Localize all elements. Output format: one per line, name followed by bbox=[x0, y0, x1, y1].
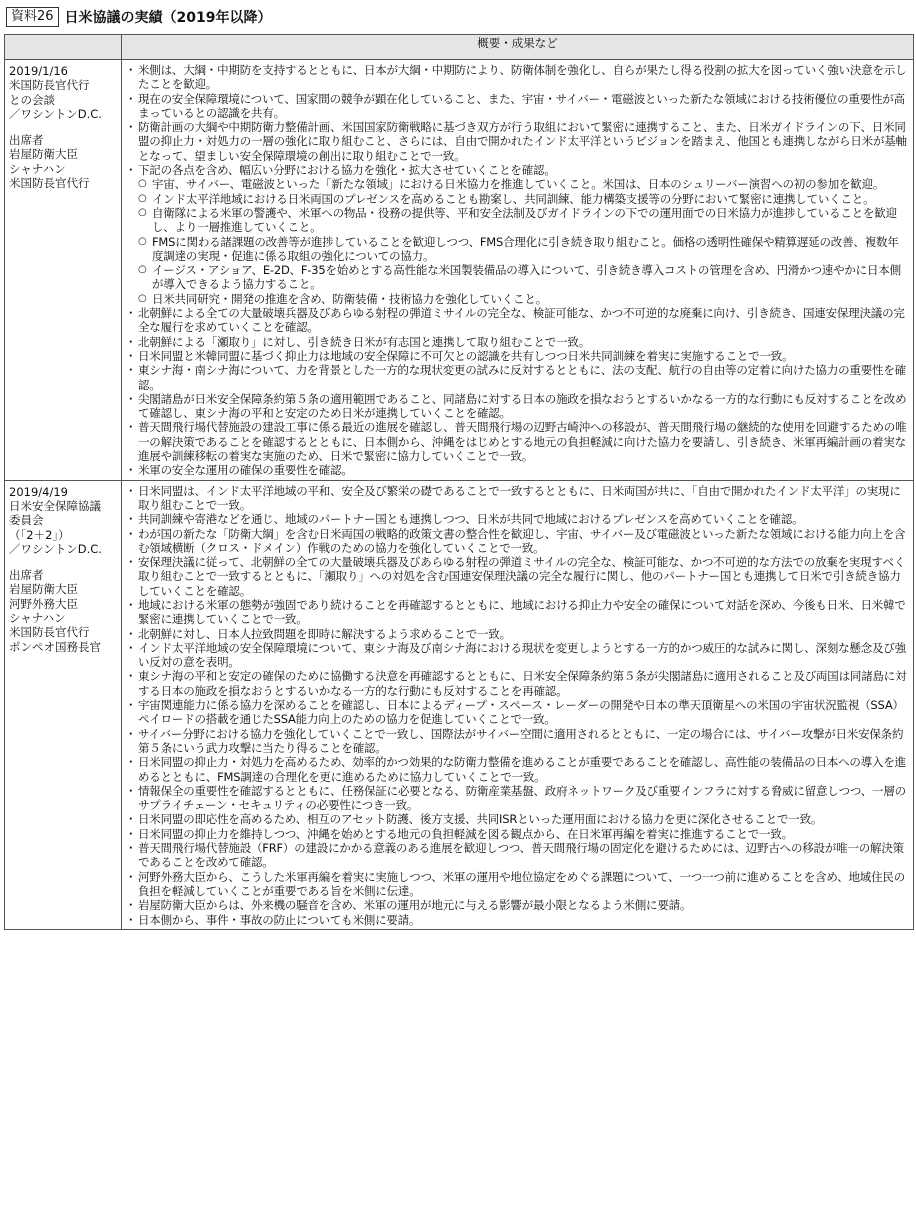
meeting-info-line: 米国防長官代行 bbox=[9, 625, 90, 640]
bullet-item: ・ 地域における米軍の態勢が強固であり続けることを再確認するとともに、地域における抑止力や安全の確保について対話を深め、今後も日米、日米韓で緊密に連携していくことで一致。 bbox=[128, 598, 909, 627]
meeting-info-line: 米国防長官代行 bbox=[9, 78, 90, 93]
table-row bbox=[5, 60, 914, 481]
meeting-info-line bbox=[9, 121, 117, 133]
meeting-info-line: 米国防長官代行 bbox=[9, 176, 90, 191]
meeting-info-line: 日米安全保障協議 bbox=[9, 498, 101, 513]
meeting-info-line: 岩屋防衛大臣 bbox=[9, 582, 78, 597]
sub-item: ○ 自衛隊による米軍の警護や、米軍への物品・役務の提供等、平和安全法制及びガイドラインの下での運用面での日米協力が進捗していることを歓迎し、より一層推進していくこと。 bbox=[128, 206, 909, 235]
bullet-item: ・ 日米同盟の即応性を高めるため、相互のアセット防護、後方支援、共同ISRといった運用面における協力を更に深化させることで一致。 bbox=[128, 812, 909, 826]
bullet-item: ・ 普天間飛行場代替施設（FRF）の建設にかかる意義のある進展を歓迎しつつ、普天間飛行場の固定化を避けるためには、辺野古への移設が唯一の解決策であることを改めて確認。 bbox=[128, 841, 909, 870]
bullet-item: ・ 岩屋防衛大臣からは、外来機の騒音を含め、米軍の運用が地元に与える影響が最小限となるよう米側に要請。 bbox=[128, 898, 909, 912]
meeting-info-cell bbox=[5, 60, 122, 481]
bullet-item: ・ 尖閣諸島が日米安全保障条約第５条の適用範囲であること、同諸島に対する日本の施政を損なおうとするいかなる一方的な行動にも反対することを改めて確認し、東シナ海の平和と安定のため日米が連携していくことを確認。 bbox=[128, 392, 909, 421]
bullet-item: ・ 河野外務大臣から、こうした米軍再編を着実に実施しつつ、米軍の運用や地位協定をめぐる課題について、一つ一つ前に進めることを含め、地域住民の負担を軽減していくことが重要である旨を米側に伝達。 bbox=[128, 870, 909, 899]
sub-item: ○ インド太平洋地域における日米両国のプレゼンスを高めることも勘案し、共同訓練、能力構築支援等の分野において緊密に連携していくこと。 bbox=[128, 192, 909, 206]
table-row bbox=[5, 480, 914, 929]
bullet-item: ・ 北朝鮮による全ての大量破壊兵器及びあらゆる射程の弾道ミサイルの完全な、検証可能な、かつ不可逆的な廃棄に向け、引き続き、国連安保理決議の完全な履行を求めていくことを確認。 bbox=[128, 306, 909, 335]
meeting-info-line: 委員会 bbox=[9, 513, 44, 528]
bullet-item: ・ 日本側から、事件・事故の防止についても米側に要請。 bbox=[128, 913, 909, 927]
bullet-item: ・ サイバー分野における協力を強化していくことで一致し、国際法がサイバー空間に適用されるとともに、一定の場合には、サイバー攻撃が日米安保条約第５条にいう武力攻撃に当たり得ることを確認。 bbox=[128, 727, 909, 756]
meeting-info-line: 出席者 bbox=[9, 133, 44, 148]
meeting-info-line: 岩屋防衛大臣 bbox=[9, 147, 78, 162]
bullet-item: ・ 現在の安全保障環境について、国家間の競争が顕在化していること、また、宇宙・サイバー・電磁波といった新たな領域における技術優位の重要性が高まっているとの認識を共有。 bbox=[128, 92, 909, 121]
meeting-info-line bbox=[9, 556, 117, 568]
meeting-info-line: 出席者 bbox=[9, 568, 44, 583]
bullet-item: ・ 下記の各点を含め、幅広い分野における協力を強化・拡大させていくことを確認。 bbox=[128, 163, 909, 177]
meeting-info-line: 河野外務大臣 bbox=[9, 596, 78, 611]
sub-item: ○ 日米共同研究・開発の推進を含め、防衛装備・技術協力を強化していくこと。 bbox=[128, 292, 909, 306]
document-label: 資料26 bbox=[6, 7, 59, 27]
bullet-item: ・ 日米同盟と米韓同盟に基づく抑止力は地域の安全保障に不可欠との認識を共有しつつ日米共同訓練を着実に実施することで一致。 bbox=[128, 349, 909, 363]
bullet-item: ・ 日米同盟の抑止力を維持しつつ、沖縄を始めとする地元の負担軽減を図る観点から、在日米軍再編を着実に推進することで一致。 bbox=[128, 827, 909, 841]
bullet-item: ・ 東シナ海の平和と安定の確保のために協働する決意を再確認するとともに、日米安全保障条約第５条が尖閣諸島に適用されること及び両国は同諸島に対する日本の施政を損なおうとするいかなる一方的な行動にも反対することを再確認。 bbox=[128, 669, 909, 698]
bullet-item: ・ 共同訓練や寄港などを通じ、地域のパートナー国とも連携しつつ、日米が共同で地域におけるプレゼンスを高めていくことを確認。 bbox=[128, 512, 909, 526]
document-title bbox=[6, 6, 272, 28]
consultations-table bbox=[4, 34, 914, 930]
meeting-info-line: 2019/1/16 bbox=[9, 64, 68, 78]
bullet-item: ・ 情報保全の重要性を確認するとともに、任務保証に必要となる、防衛産業基盤、政府ネットワーク及び重要インフラに対する脅威に留意しつつ、一層のサプライチェーン・セキュリティの必要性につき一致。 bbox=[128, 784, 909, 813]
meeting-info-line: ポンペオ国務長官 bbox=[9, 639, 101, 654]
bullet-item: ・ 日米同盟は、インド太平洋地域の平和、安全及び繁栄の礎であることで一致するとともに、日米両国が共に、「自由で開かれたインド太平洋」の実現に取り組むことで一致。 bbox=[128, 484, 909, 513]
meeting-info-line: シャナハン bbox=[9, 161, 66, 176]
bullet-item: ・ わが国の新たな「防衛大綱」を含む日米両国の戦略的政策文書の整合性を歓迎し、宇宙、サイバー及び電磁波といった新たな領域における能力向上を含む領域横断（クロス・ドメイン）作戦のための協力を強化していくことで一致。 bbox=[128, 527, 909, 556]
outcome-cell bbox=[122, 60, 914, 481]
bullet-item: ・ 米軍の安全な運用の確保の重要性を確認。 bbox=[128, 463, 909, 477]
bullet-item: ・ 北朝鮮による「瀬取り」に対し、引き続き日米が有志国と連携して取り組むことで一致。 bbox=[128, 335, 909, 349]
document-heading: 日米協議の実績（2019年以降） bbox=[64, 10, 272, 26]
bullet-item: ・ 宇宙関連能力に係る協力を深めることを確認し、日本によるディープ・スペース・レーダーの開発や日本の準天頂衛星への米国の宇宙状況監視（SSA）ペイロードの搭載を通じたSSA能力向上のための協力を促進していくことで一致。 bbox=[128, 698, 909, 727]
bullet-item: ・ 米側は、大綱・中期防を支持するとともに、日本が大綱・中期防により、防衛体制を強化し、自らが果たし得る役割の拡大を図っていく強い決意を示したことを歓迎。 bbox=[128, 63, 909, 92]
meeting-info-line: ／ワシントンD.C. bbox=[9, 106, 102, 121]
meeting-info-line: 2019/4/19 bbox=[9, 484, 68, 499]
meeting-info-line: との会談 bbox=[9, 92, 55, 107]
bullet-item: ・ 北朝鮮に対し、日本人拉致問題を即時に解決するよう求めることで一致。 bbox=[128, 627, 909, 641]
outcome-cell bbox=[122, 480, 914, 929]
meeting-info-line: （「2＋2」） bbox=[9, 527, 70, 542]
meeting-info-cell bbox=[5, 480, 122, 929]
meeting-info-line: ／ワシントンD.C. bbox=[9, 541, 102, 556]
sub-item: ○ イージス・アショア、E-2D、F-35を始めとする高性能な米国製装備品の導入について、引き続き導入コストの管理を含め、円滑かつ速やかに日本側が導入できるよう協力すること。 bbox=[128, 263, 909, 292]
header-overview: 概要・成果など bbox=[122, 35, 914, 60]
bullet-item: ・ 日米同盟の抑止力・対処力を高めるため、効率的かつ効果的な防衛力整備を進めることが重要であることを確認し、高性能の装備品の日本への導入を進めるとともに、FMS調達の合理化を更に進めるために協力していくことで一致。 bbox=[128, 755, 909, 784]
bullet-item: ・ 東シナ海・南シナ海について、力を背景とした一方的な現状変更の試みに反対するとともに、法の支配、航行の自由等の定着に向けた協力の重要性を確認。 bbox=[128, 363, 909, 392]
bullet-item: ・ 安保理決議に従って、北朝鮮の全ての大量破壊兵器及びあらゆる射程の弾道ミサイルの完全な、検証可能な、かつ不可逆的な方法での放棄を実現すべく取り組むことで一致するとともに、「瀬取り」への対処を含む国連安保理決議の完全な履行に関し、他のパートナー国とも連携して日米で引き続き協力していくことを確認。 bbox=[128, 555, 909, 598]
bullet-item: ・ 防衛計画の大綱や中期防衛力整備計画、米国国家防衛戦略に基づき双方が行う取組において緊密に連携すること、また、日米ガイドラインの下、日米同盟の抑止力・対処力の一層の強化に取り組むこと、さらには、自由で開かれたインド太平洋というビジョンを踏まえ、他国とも連携しながら日米が基軸となって、望ましい安全保障環境の創出に取り組むことで一致。 bbox=[128, 120, 909, 163]
bullet-item: ・ インド太平洋地域の安全保障環境について、東シナ海及び南シナ海における現状を変更しようとする一方的かつ威圧的な試みに関し、深刻な懸念及び強い反対の意を表明。 bbox=[128, 641, 909, 670]
table-header-row bbox=[5, 35, 914, 60]
meeting-info-line: シャナハン bbox=[9, 610, 66, 625]
bullet-item: ・ 普天間飛行場代替施設の建設工事に係る最近の進展を確認し、普天間飛行場の辺野古崎沖への移設が、普天間飛行場の継続的な使用を回避するための唯一の解決策であることを確認するとともに、日本側から、沖縄をはじめとする地元の負担軽減に向けた協力を要請し、引き続き、米軍再編計画の着実な進展や訓練移転の着実な実施のため、日米で緊密に協力していくことで一致。 bbox=[128, 420, 909, 463]
header-empty-cell bbox=[5, 35, 122, 60]
sub-item: ○ 宇宙、サイバー、電磁波といった「新たな領域」における日米協力を推進していくこと。米国は、日本のシュリーバー演習への初の参加を歓迎。 bbox=[128, 177, 909, 191]
sub-item: ○ FMSに関わる諸課題の改善等が進捗していることを歓迎しつつ、FMS合理化に引き続き取り組むこと。価格の透明性確保や精算遅延の改善、複数年度調達の実現・促進に係る取組の強化についての協力。 bbox=[128, 235, 909, 264]
